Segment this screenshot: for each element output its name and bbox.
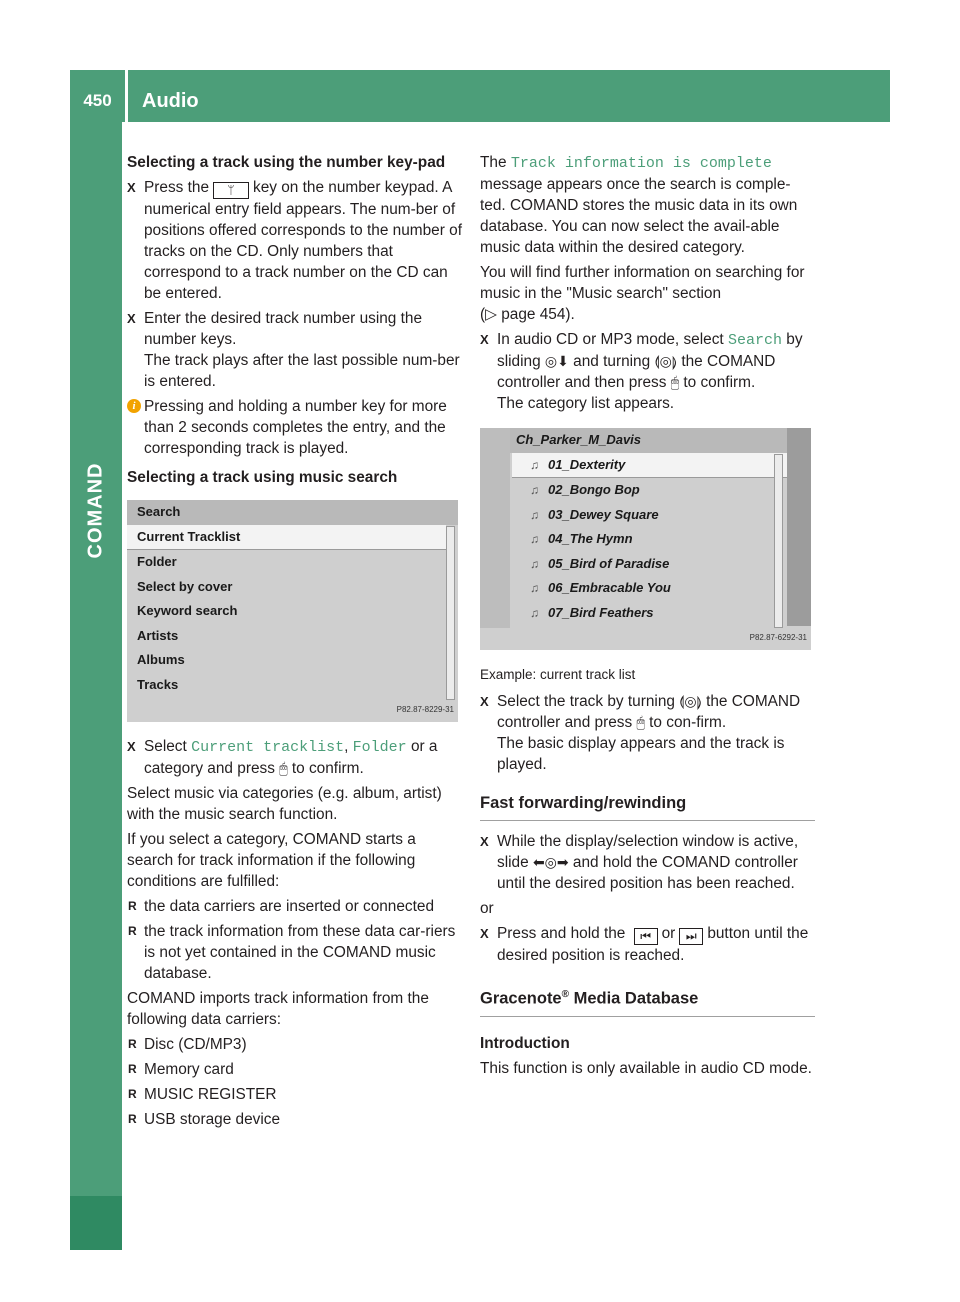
bullet-icon: R — [128, 1037, 137, 1051]
search-menu-item: Select by cover — [137, 578, 233, 594]
step-press-key: X Press the ᛘ key on the number keypad. A numerical entry field appears. The num-ber of positions offered corresponds to the number of tracks on the CD. Only numbers that correspond to a track number on the CD can be entered. — [127, 179, 462, 302]
figure-code: P82.87-6292-31 — [749, 633, 807, 642]
left-column — [127, 152, 462, 1134]
info-icon: i — [127, 399, 141, 413]
condition-item: R the track information from these data car-riers is not yet contained in the COMAND music database. — [128, 923, 456, 982]
step-marker-icon: X — [127, 739, 136, 754]
tracklist-screenshot — [480, 428, 811, 650]
track-item: ♫ 01_Dexterity — [512, 453, 799, 479]
track-item: ♫ 04_The Hymn — [480, 527, 811, 552]
side-tab — [70, 122, 122, 1250]
step-slide-controller: X While the display/selection window is active, slide ⬅◎➡ and hold the COMAND controller until the desired position has been reached. — [480, 833, 799, 892]
heading-music-search: Selecting a track using music search — [127, 469, 398, 486]
slide-down-icon: ◎⬇ — [544, 353, 569, 369]
press-icon: 🖱 — [670, 374, 680, 390]
step-marker-icon: X — [480, 926, 489, 941]
music-note-icon: ♫ — [530, 581, 539, 595]
step-select-track: X Select the track by turning ⟬◎⟭ the COMAND controller and press 🖱 to con-firm. The basic display appears and the track is played. — [480, 693, 801, 773]
heading-fast-forwarding: Fast forwarding/rewinding — [480, 793, 815, 821]
heading-number-keypad: Selecting a track using the number key-pad — [127, 154, 446, 171]
paragraph: Select music via categories (e.g. album, artist) with the music search function. — [127, 785, 442, 823]
step-marker-icon: X — [480, 332, 489, 347]
step-marker-icon: X — [480, 834, 489, 849]
or-text: or — [480, 900, 494, 917]
music-note-icon: ♫ — [530, 532, 539, 546]
side-tab-label: COMAND — [84, 462, 107, 558]
search-menu-item: Tracks — [137, 676, 179, 692]
key-icon: ᛘ — [213, 182, 249, 199]
step-press-skip-button: X Press and hold the ⏮ or ⏭ button until the desired position is reached. — [480, 925, 809, 964]
carrier-item: R Disc (CD/MP3) — [128, 1036, 247, 1053]
right-column — [480, 152, 815, 1083]
tracklist-side-panel — [787, 428, 811, 626]
paragraph: The Track information is complete message appears once the search is comple-ted. COMAND stores the music data in its own database. You can now select the avail-able music data within the desired category. — [480, 154, 798, 256]
step-select-category: X Select Current tracklist, Folder or a category and press 🖱 to confirm. — [127, 738, 438, 777]
condition-item: R the data carriers are inserted or connected — [128, 898, 435, 915]
step-marker-icon: X — [127, 180, 136, 195]
heading-gracenote: Gracenote® Media Database — [480, 984, 815, 1017]
page-reference-link[interactable]: (▷ page 454). — [480, 306, 575, 323]
search-menu-item: Artists — [137, 627, 179, 643]
turn-icon: ⟬◎⟭ — [679, 693, 702, 709]
heading-introduction: Introduction — [480, 1034, 570, 1052]
prev-button-icon: ⏮ — [634, 928, 658, 945]
track-item: ♫ 02_Bongo Bop — [480, 478, 811, 503]
paragraph: If you select a category, COMAND starts a search for track information if the following conditions are fulfilled: — [127, 831, 416, 890]
paragraph: You will find further information on searching for music in the "Music search" section (▷ page 454). — [480, 264, 805, 323]
bullet-icon: R — [128, 924, 137, 938]
carrier-item: R MUSIC REGISTER — [128, 1086, 277, 1103]
search-menu-item: Albums — [137, 652, 185, 667]
music-note-icon: ♫ — [530, 605, 539, 620]
step-enter-number: X Enter the desired track number using the number keys. The track plays after the last possible num-ber is entered. — [127, 310, 460, 390]
search-menu-item: Keyword search — [137, 603, 238, 618]
chapter-title: Audio — [142, 90, 199, 112]
next-button-icon: ⏭ — [679, 928, 703, 945]
figure-caption: Example: current track list — [480, 667, 636, 682]
side-tab-block — [70, 1196, 122, 1250]
header-divider — [125, 70, 128, 122]
press-icon: 🖱 — [279, 760, 288, 776]
slide-left-right-icon: ⬅◎➡ — [532, 854, 569, 870]
track-item: ♫ 03_Dewey Square — [480, 503, 811, 528]
bullet-icon: R — [128, 1112, 137, 1126]
bullet-icon: R — [128, 1087, 137, 1101]
bullet-icon: R — [128, 1062, 137, 1076]
search-menu-item: Folder — [137, 554, 177, 569]
scrollbar — [774, 454, 783, 628]
tracklist-title: Ch_Parker_M_Davis — [480, 428, 811, 453]
turn-icon: ⟬◎⟭ — [654, 353, 678, 369]
search-menu-item: Current Tracklist — [127, 525, 446, 551]
bullet-icon: R — [128, 899, 137, 913]
paragraph: COMAND imports track information from the following data carriers: — [127, 990, 429, 1028]
paragraph: This function is only available in audio CD mode. — [480, 1059, 812, 1077]
search-menu-screenshot — [127, 500, 458, 722]
track-item: ♫ 06_Embracable You — [480, 576, 811, 601]
track-item: ♫ 07_Bird Feathers — [480, 601, 811, 626]
step-marker-icon: X — [127, 311, 136, 326]
figure-code: P82.87-8229-31 — [396, 705, 454, 714]
step-select-search: X In audio CD or MP3 mode, select Search by sliding ◎⬇ and turning ⟬◎⟭ the COMAND controller and then press 🖱 to confirm. The category list appears. — [480, 331, 803, 412]
step-marker-icon: X — [480, 694, 489, 709]
music-note-icon: ♫ — [530, 483, 539, 497]
search-menu-title: Search — [127, 500, 458, 525]
carrier-item: R USB storage device — [128, 1111, 281, 1128]
track-item: ♫ 05_Bird of Paradise — [480, 552, 811, 577]
music-note-icon: ♫ — [530, 507, 539, 522]
music-note-icon: ♫ — [530, 556, 539, 571]
info-note: i Pressing and holding a number key for more than 2 seconds completes the entry, and the corresponding track is played. — [127, 396, 462, 459]
carrier-item: R Memory card — [128, 1061, 234, 1078]
scrollbar — [446, 526, 455, 700]
music-note-icon: ♫ — [530, 457, 539, 472]
page-number: 450 — [83, 91, 112, 110]
press-icon: 🖱 — [636, 714, 645, 730]
tracklist-sidebar — [480, 428, 510, 628]
